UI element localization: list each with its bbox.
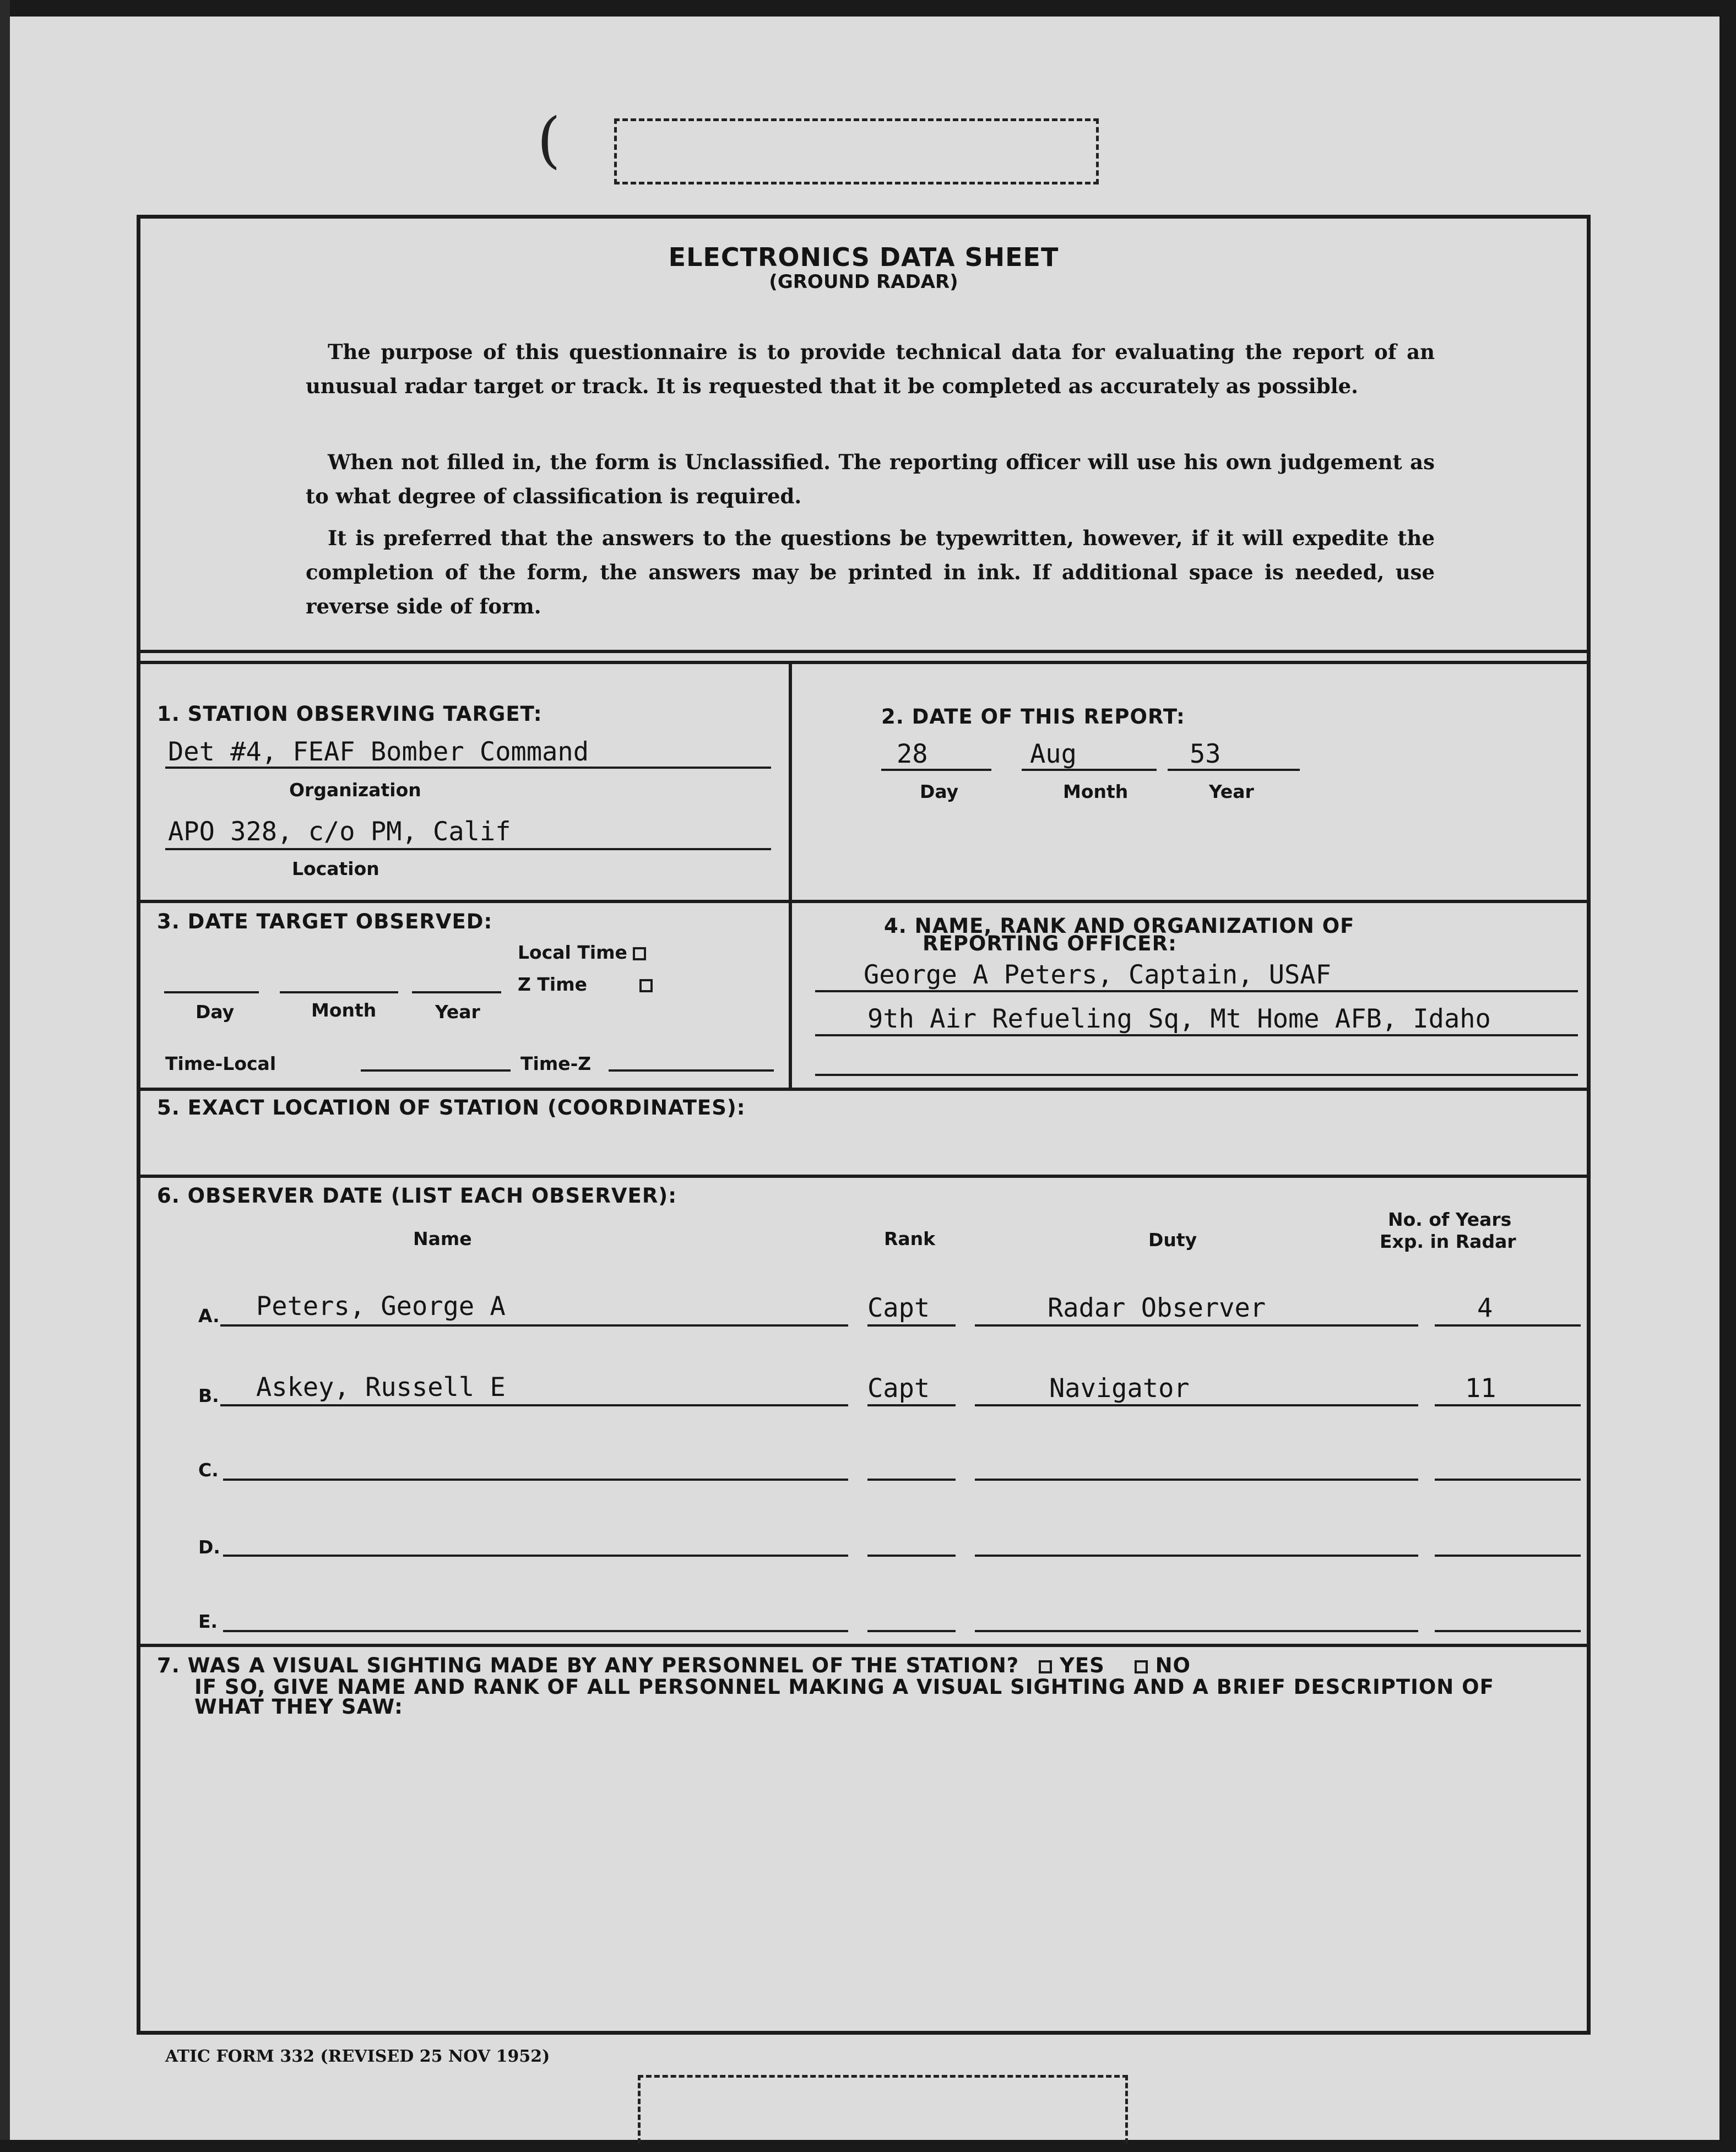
report-day-label: Day [920,781,959,802]
time-local-label: Time-Local [165,1053,276,1074]
observed-day-field[interactable] [164,980,259,993]
z-time-option [518,974,653,995]
section-7-question [157,1654,1191,1677]
separator-section-6 [140,1175,1589,1178]
time-local-field[interactable] [361,1058,511,1072]
observer-duty: Radar Observer [1048,1293,1266,1323]
observer-rank: Capt [867,1293,930,1323]
separator-section-7 [140,1644,1589,1647]
observer-years-field[interactable] [1435,1616,1581,1632]
column-header-name: Name [413,1228,472,1249]
observer-name: Askey, Russell E [256,1372,506,1403]
observer-duty-field[interactable] [975,1465,1418,1481]
observer-duty-field[interactable] [975,1541,1418,1557]
observer-duty-field[interactable] [975,1616,1418,1632]
instructions-paragraph-3: It is preferred that the answers to the questions be typewritten, however, if it will expedite the completion of the form, the answers may be printed in ink. If additional space is needed, use reverse side of form. [306,526,1435,618]
visual-no-label: NO [1155,1654,1191,1677]
observed-year-label: Year [435,1001,480,1023]
organization-value: Det #4, FEAF Bomber Command [168,737,589,767]
report-month-label: Month [1063,781,1129,802]
reporting-officer-organization: 9th Air Refueling Sq, Mt Home AFB, Idaho [867,1004,1491,1034]
report-month-value: Aug [1030,739,1077,769]
column-header-duty: Duty [1148,1229,1197,1251]
local-time-checkbox[interactable] [633,947,646,960]
instructions-paragraph-1: The purpose of this questionnaire is to provide technical data for evaluating the report of an unusual radar target or track. It is requested that it be completed as accurately as possible. [306,340,1435,398]
report-year-field [1168,738,1300,771]
section-4-heading-line1: 4. NAME, RANK AND ORGANIZATION OF [884,914,1355,938]
section-7-heading-line3: WHAT THEY SAW: [194,1695,403,1719]
observer-row-letter: B. [198,1385,219,1406]
divider-vertical-sections-1-4 [789,664,792,1091]
observed-year-field[interactable] [412,980,501,993]
separator-sections-1-3 [140,900,1589,903]
section-4-heading-line2: REPORTING OFFICER: [923,932,1177,955]
observer-duty-field [975,1371,1418,1406]
section-2-heading: 2. DATE OF THIS REPORT: [881,705,1185,729]
left-paren-mark: ( [537,105,561,175]
observer-years-field[interactable] [1435,1541,1581,1557]
location-value: APO 328, c/o PM, Calif [168,817,511,847]
observer-years: 4 [1477,1293,1493,1323]
observer-row-letter: A. [198,1305,220,1327]
time-z-field[interactable] [609,1058,774,1072]
time-z-label: Time-Z [520,1053,592,1074]
visual-yes-label: YES [1060,1654,1105,1677]
observer-row-letter: E. [198,1611,218,1632]
local-time-option [518,942,646,963]
section-3-heading: 3. DATE TARGET OBSERVED: [157,910,493,933]
classification-stamp-box-top [614,118,1099,184]
visual-no-checkbox[interactable] [1135,1660,1148,1673]
observer-name-field[interactable] [223,1541,848,1557]
scan-frame-right [1719,0,1736,2152]
location-label: Location [292,858,379,879]
reporting-officer-name: George A Peters, Captain, USAF [864,960,1331,990]
observer-name: Peters, George A [256,1291,506,1322]
observer-name-field[interactable] [223,1616,848,1632]
observer-duty: Navigator [1049,1373,1190,1404]
observed-day-label: Day [196,1001,235,1023]
column-header-years-line1: No. of Years [1388,1209,1512,1230]
observer-rank-field[interactable] [867,1616,956,1632]
section-7-heading-line1: 7. WAS A VISUAL SIGHTING MADE BY ANY PERSONNEL OF THE STATION? [157,1654,1019,1677]
visual-sighting-description-area[interactable] [171,1724,1570,2021]
form-subtitle: (GROUND RADAR) [769,271,958,293]
observer-name-field[interactable] [223,1465,848,1481]
report-year-value: 53 [1190,739,1221,769]
observer-years-field[interactable] [1435,1465,1581,1481]
observed-month-field[interactable] [280,980,398,993]
column-header-rank: Rank [884,1228,936,1249]
section-5-heading: 5. EXACT LOCATION OF STATION (COORDINATES): [157,1096,746,1120]
observer-rank-field[interactable] [867,1465,956,1481]
instructions-paragraph-2: When not filled in, the form is Unclassified. The reporting officer will use his own judgement as to what degree of classification is required. [306,450,1435,508]
observer-row-letter: C. [198,1459,219,1481]
observer-row-letter: D. [198,1536,220,1558]
section-1-heading: 1. STATION OBSERVING TARGET: [157,702,542,726]
report-day-value: 28 [897,739,928,769]
section-7-heading-line2: IF SO, GIVE NAME AND RANK OF ALL PERSONNEL MAKING A VISUAL SIGHTING AND A BRIEF DESCRIPTION OF [194,1675,1494,1699]
scan-frame-left [0,0,10,2152]
visual-yes-checkbox[interactable] [1039,1660,1052,1673]
organization-label: Organization [289,779,421,801]
report-year-label: Year [1209,781,1254,802]
separator-header [140,650,1589,653]
scan-frame-top [0,0,1736,17]
z-time-label: Z Time [518,974,588,995]
separator-header-double [140,661,1589,664]
reporting-officer-line-3[interactable] [815,1063,1578,1076]
observer-rank: Capt [867,1373,930,1404]
classification-stamp-box-bottom [638,2075,1128,2144]
observed-month-label: Month [311,999,377,1021]
observer-years-field [1435,1291,1581,1327]
z-time-checkbox[interactable] [639,979,653,992]
column-header-years-line2: Exp. in Radar [1380,1231,1516,1252]
observer-years-field [1435,1371,1581,1406]
observer-years: 11 [1465,1373,1496,1404]
form-number: ATIC FORM 332 (REVISED 25 NOV 1952) [165,2047,550,2066]
section-6-heading: 6. OBSERVER DATE (LIST EACH OBSERVER): [157,1184,677,1208]
observer-rank-field[interactable] [867,1541,956,1557]
form-title: ELECTRONICS DATA SHEET [668,242,1059,272]
separator-section-5 [140,1088,1589,1091]
local-time-label: Local Time [518,942,627,963]
